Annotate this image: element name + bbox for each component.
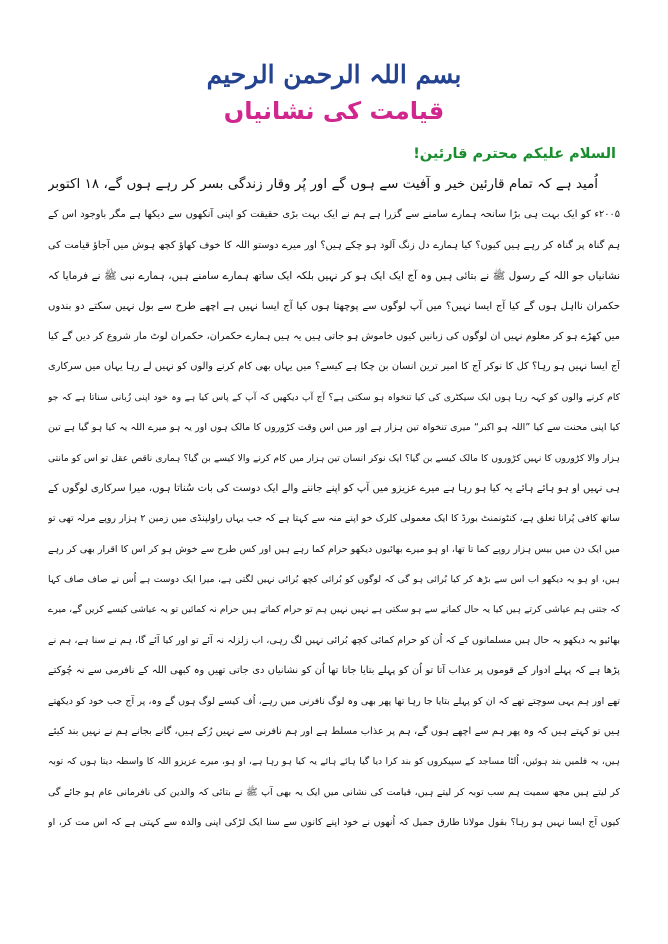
body-line: پڑھا ہے کہ پہلے ادوار کے قوموں پر عذاب آتا تو اُن کو پہلے بتایا جاتا تھا اُن کو نشانیاں دی جاتی تھیں وہ کبھی اللہ کے نافرمی سے نہ چُوکتے	[48, 665, 620, 677]
body-line: کر لیتے ہیں مجھ سمیت ہم سب توبہ کر لیتے ہیں، قیامت کی نشانی میں ایک یہ بھی آپ ﷺ نے بتائی کہ والدین کی نافرمانی عام ہو جائے گی	[48, 786, 620, 798]
body-line: ہیں، او ہو یہ دیکھو اب اس سے بڑھ کر کیا بُرائی ہو گی کہ لوگوں کو بُرائی کچھ بُرائی نہیں لگتی ہے، میرا ایک دوست ہے اُس نے صاف صاف کہا	[48, 574, 620, 586]
body-line: ہیں تو کہتے ہیں کہ وہ پھر ہم سے اچھے ہوں گے، ہم پر عذاب مسلط ہے اور ہم نافرنی سے نہیں رُکے ہیں، گانے بجانے ہم نے نہیں بند کیئے	[48, 726, 620, 738]
article-body	[48, 170, 620, 839]
body-line: میں کھڑے ہو کر معلوم نہیں ان لوگوں کی زبانیں کیوں خاموش ہو جاتی ہیں یہ ہیں ہمارے حکمران، حکمران لوٹ مار شروع کر دیں گے کیا	[48, 330, 620, 342]
page-title: قیامت کی نشانیاں	[223, 97, 445, 125]
body-line: کہ جتنی ہم عیاشی کرتے ہیں کیا یہ حال کمانے سے ہو سکتی ہے نہیں نہیں ہم تو حرام کماتے ہیں حرام نہ کمائیں تو یہ عیاشی کیسے کریں گے، میرے	[48, 604, 620, 616]
body-line: ۲۰۰۵ء کو ایک بہت ہی بڑا سانحہ ہمارے سامنے سے گزرا ہے ہم نے ایک بہت بڑی حقیقت کو اپنی آنکھوں سے دیکھا ہے مگر باوجود اس کے	[48, 209, 620, 221]
body-line: ہی نہیں او ہو ہائے ہائے یہ کیا ہو رہا ہے میرے عزیزو میں آپ کو اپنے جاننے والے ایک دوست کی بات سُناتا ہوں، میرا سرکاری لوگوں کے	[48, 482, 620, 494]
body-line: حکمران نااہل ہوں گے کیا آج ایسا نہیں؟ میں آپ لوگوں سے پوچھتا ہوں کیا آج ایسا نہیں ہے اچھے طرح سے بول نہیں سکتے دو بندوں	[48, 300, 620, 312]
bismillah-heading: بسم اللہ الرحمن الرحیم	[206, 60, 462, 89]
body-line: ساتھ کافی پُرانا تعلق ہے، کنٹونمنٹ بورڈ کا ایک معمولی کلرک خو اپنے منہ سے کہتا ہے کہ جب یہاں راولپنڈی میں زمین ۲ ہزار روپے مرلہ تھی تو	[48, 513, 620, 525]
body-line: کام کرنے والوں کو کہہ رہا ہوں ایک سیکٹری کی کیا تنخواہ ہو سکتی ہے؟ آج آپ دیکھیں کہ آپ کے پاس کیا ہے وہ خود اپنی زُبانی سناتا ہے کہ جو	[48, 391, 620, 403]
body-line: ہم گناہ پر گناہ کر رہے ہیں کیوں؟ کیا ہمارے دل زنگ آلود ہو چکے ہیں؟ اور میرے دوستو اللہ کا خوف کھاؤ کچھ ہوش میں آجاؤ قیامت کی	[48, 239, 620, 251]
salutation-line: السلام علیکم محترم قارئین!	[413, 146, 616, 162]
body-line: کیوں آج ایسا نہیں ہو رہا؟ بقول مولانا طارق جمیل کہ اُنھوں نے خود اپنے کانوں سے سنا ایک لڑکی اپنی والدہ سے کہتی ہے کہ اس مت کر، او	[48, 817, 620, 829]
body-line: ہزار والا کڑوروں کا نہیں کڑوروں کا مالک کیسے بن گیا؟ ایک نوکر انسان تین ہزار میں کام کرنے والا کیسے بن گیا؟ ہماری ناقص عقل تو اس کو مانتی	[48, 452, 620, 464]
body-line: اُمید ہے کہ تمام قارئین خیر و آفیت سے ہوں گے اور پُر وقار زندگی بسر کر رہے ہوں گے، ۱۸ اکتوبر	[48, 177, 598, 192]
body-line: تھے اور ہم یہی سوچتے تھے کہ ان کو پہلے بتایا جا رہا تھا پھر بھی وہ لوگ نافرنی میں رہے، اُف کیسے لوگ ہوں گے وہ، پر آج جب خود کو دیکھتے	[48, 695, 620, 707]
body-line: آج ایسا نہیں ہو رہا؟ کل کا نوکر آج کا امیر ترین انسان بن چکا ہے کیسے؟ میں یہاں بھی کام کرنے والوں کو نہیں لے رہا یہاں میں سرکاری	[48, 361, 620, 373]
body-line: کیا اپنی محنت سے کیا ”اللہ ہو اکبر“ میری تنخواہ تین ہزار ہے اور میں اس وقت کڑوروں کا مالک ہوں اور یہ ہو میرے اللہ یہ کیا ہو گیا ہے تین	[48, 422, 620, 434]
body-line: بھائیو یہ دیکھو یہ حال ہیں مسلمانوں کے کہ اُن کو حرام کمائی کچھ بُرائی نہیں لگ رہی، اب زلزلہ نہ آئے تو اور کیا آئے گا، ہم نے سنا ہے، ہم نے	[48, 634, 620, 646]
body-line: میں ایک دن میں بیس ہزار روپے کما تا تھا، او ہو میرے بھائیوں دیکھو حرام کما رہے ہیں اور کس طرح سے خوش ہو کر اس کا اقرار بھی کر رہے	[48, 543, 620, 555]
body-line: نشانیاں جو اللہ کے رسول ﷺ نے بتائی ہیں وہ آج ایک ایک ہو کر نہیں بلکہ ایک ساتھ ہمارے سامنے ہیں، ہمارے نبی ﷺ نے فرمایا کہ	[48, 270, 620, 283]
body-line: ہیں، یہ فلمیں بند ہوئیں، اُلٹا مساجد کے سپیکروں کو بند کرا دیا گیا ہائے ہائے یہ کیا ہو رہا ہے، او ہو، میرے عزیزو اللہ کا واسطہ دیتا ہوں کہ توبہ	[48, 756, 620, 768]
